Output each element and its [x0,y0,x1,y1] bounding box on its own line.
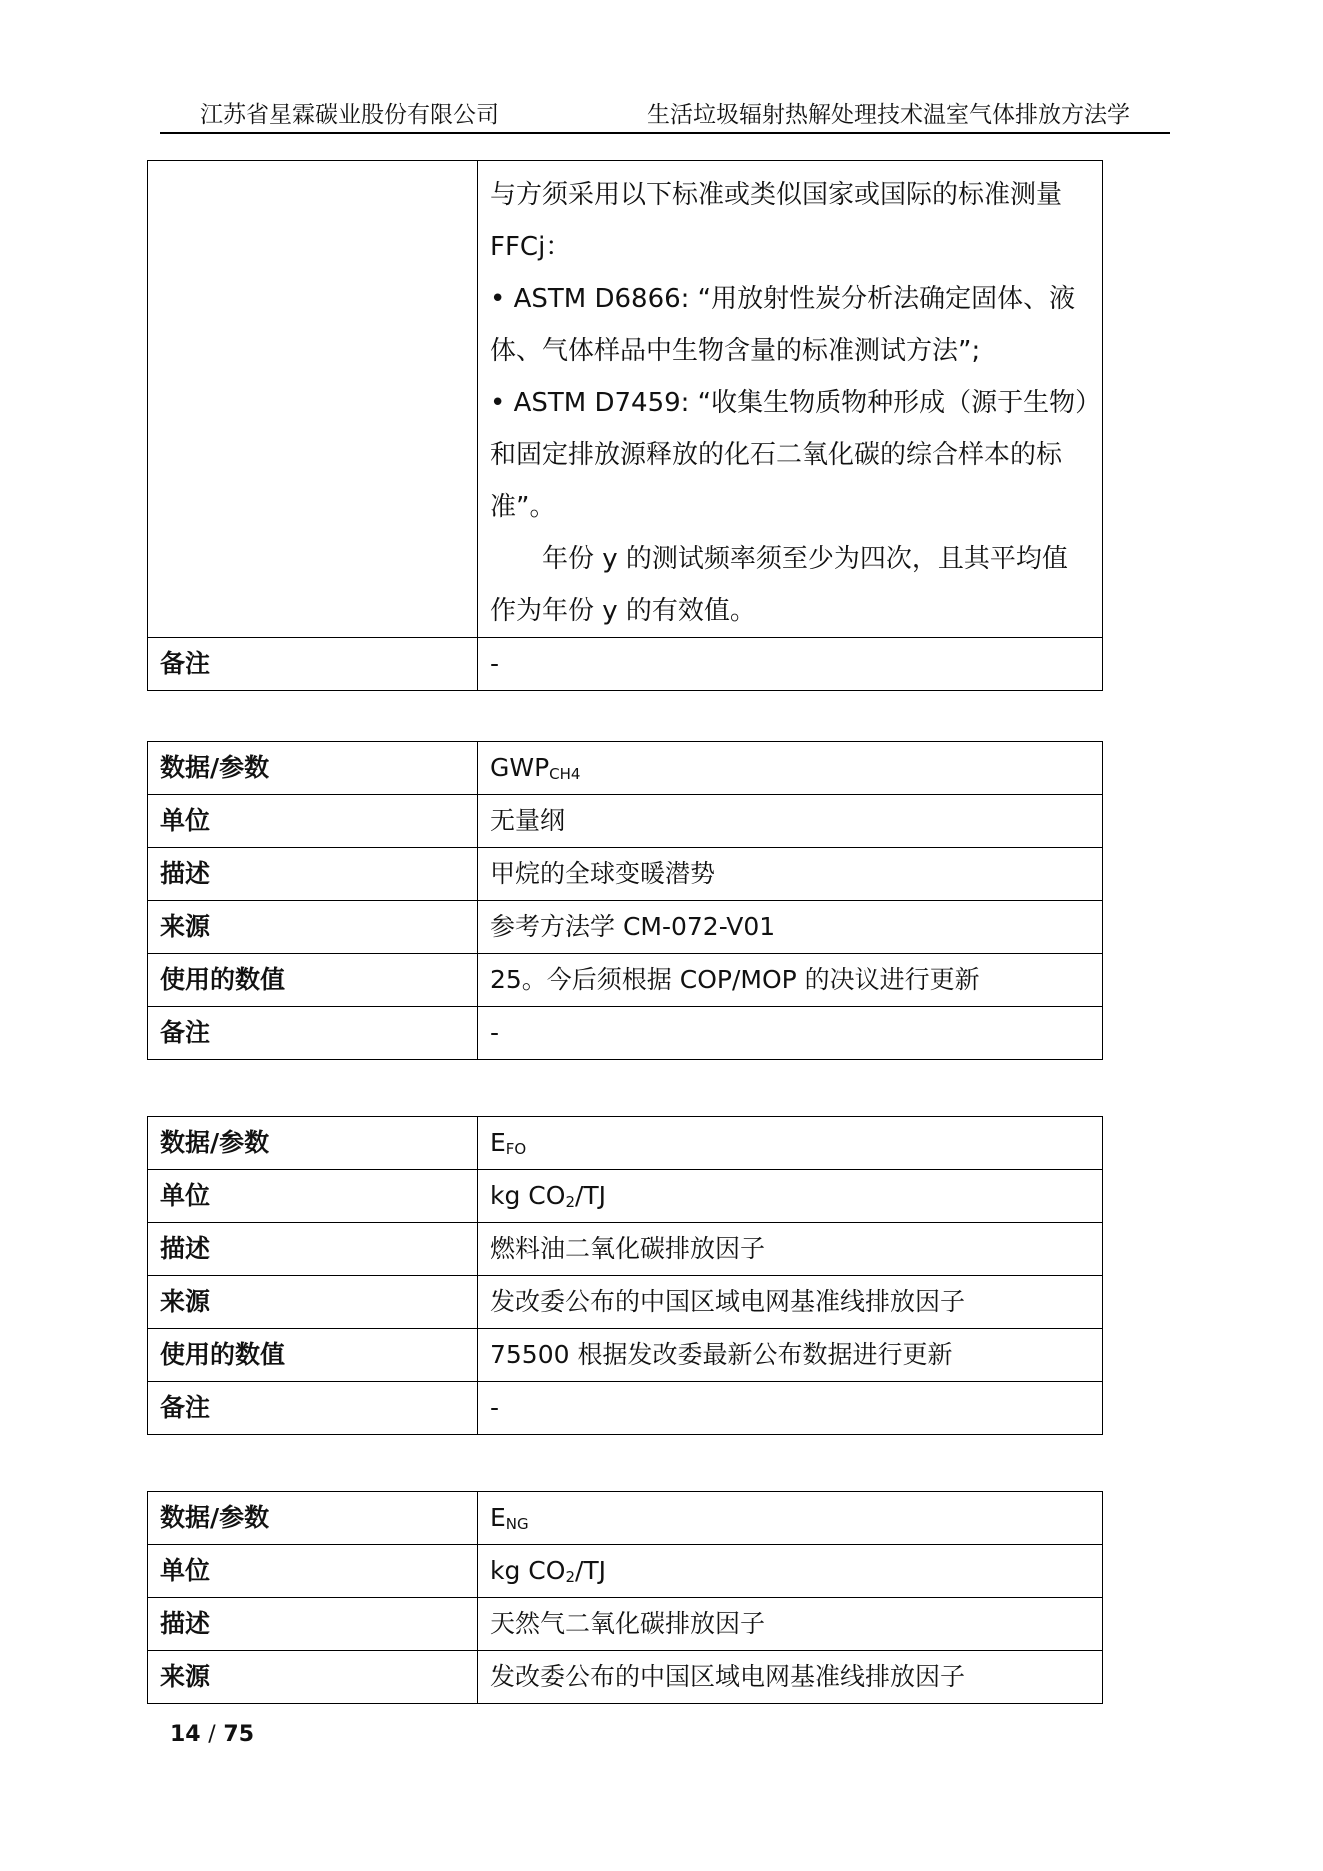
row-key: 备注 [148,638,478,691]
para-line: FFCj： [490,232,572,262]
unit-subscript: 2 [565,1193,575,1211]
para-line: 体、气体样品中生物含量的标准测试方法”; [490,336,981,366]
header-company: 江苏省星霖碳业股份有限公司 [200,102,499,128]
row-value: - [478,1007,1103,1060]
para-line: 与方须采用以下标准或类似国家或国际的标准测量 [490,180,1063,210]
table-row [148,1651,1103,1704]
unit-subscript: 2 [565,1568,575,1586]
row-key: 备注 [148,1007,478,1060]
continued-empty-key-cell [148,161,478,638]
param-table-eng [147,1491,1103,1704]
symbol-main: E [490,1128,506,1157]
table-row [148,1117,1103,1170]
row-value: 参考方法学 CM-072-V01 [478,901,1103,954]
row-value: 甲烷的全球变暖潜势 [478,848,1103,901]
row-key: 数据/参数 [148,1492,478,1545]
row-key: 数据/参数 [148,1117,478,1170]
row-value: 75500 根据发改委最新公布数据进行更新 [478,1329,1103,1382]
row-key: 单位 [148,1170,478,1223]
row-key: 数据/参数 [148,742,478,795]
row-key: 使用的数值 [148,954,478,1007]
para-line: • ASTM D7459: “收集生物质物种形成（源于生物） [490,388,1102,418]
row-value [478,1545,1103,1598]
row-key: 来源 [148,1276,478,1329]
row-key: 描述 [148,1223,478,1276]
header-doc-title: 生活垃圾辐射热解处理技术温室气体排放方法学 [647,102,1130,128]
unit-main: kg CO [490,1181,566,1210]
para-line: 和固定排放源释放的化石二氧化碳的综合样本的标 [490,440,1063,470]
table-row [148,1598,1103,1651]
row-value [478,1492,1103,1545]
page-total: 75 [223,1722,255,1747]
page-header [160,96,1170,134]
symbol-main: E [490,1503,506,1532]
page-number [170,1722,254,1747]
row-value: 无量纲 [478,795,1103,848]
row-value: 25。今后须根据 COP/MOP 的决议进行更新 [478,954,1103,1007]
para-line: 准”。 [490,492,556,522]
table-row [148,1007,1103,1060]
table-row [148,954,1103,1007]
unit-tail: /TJ [574,1556,607,1585]
row-value: 天然气二氧化碳排放因子 [478,1598,1103,1651]
row-value: 发改委公布的中国区域电网基准线排放因子 [478,1651,1103,1704]
row-key: 来源 [148,1651,478,1704]
unit-tail: /TJ [574,1181,607,1210]
row-value [478,1170,1103,1223]
symbol-subscript: NG [505,1515,529,1533]
table-row [148,1382,1103,1435]
row-value: 燃料油二氧化碳排放因子 [478,1223,1103,1276]
unit-main: kg CO [490,1556,566,1585]
continued-description-cell [478,161,1103,638]
para-line: 作为年份 y 的有效值。 [490,596,756,626]
symbol-subscript: FO [505,1140,527,1158]
row-key: 备注 [148,1382,478,1435]
row-key: 描述 [148,1598,478,1651]
param-table-gwp [147,741,1103,1060]
row-value [478,1117,1103,1170]
row-value: - [478,1382,1103,1435]
symbol-main: GWP [490,753,550,782]
symbol-subscript: CH4 [549,765,581,783]
table-row [148,1223,1103,1276]
page-separator: / [208,1722,216,1747]
table-row [148,1276,1103,1329]
row-key: 单位 [148,795,478,848]
table-row [148,795,1103,848]
row-key: 使用的数值 [148,1329,478,1382]
table-row [148,1545,1103,1598]
table-row [148,1170,1103,1223]
para-line: 年份 y 的测试频率须至少为四次，且其平均值 [542,544,1068,574]
row-key: 单位 [148,1545,478,1598]
row-value [478,742,1103,795]
para-line: • ASTM D6866: “用放射性炭分析法确定固体、液 [490,284,1076,314]
row-key: 来源 [148,901,478,954]
param-table-efo [147,1116,1103,1435]
continued-table [147,160,1103,691]
row-value: - [478,638,1103,691]
table-row [148,848,1103,901]
row-key: 描述 [148,848,478,901]
table-row [148,1492,1103,1545]
table-row [148,742,1103,795]
table-row [148,1329,1103,1382]
row-value: 发改委公布的中国区域电网基准线排放因子 [478,1276,1103,1329]
table-row [148,901,1103,954]
page-current: 14 [170,1722,201,1747]
